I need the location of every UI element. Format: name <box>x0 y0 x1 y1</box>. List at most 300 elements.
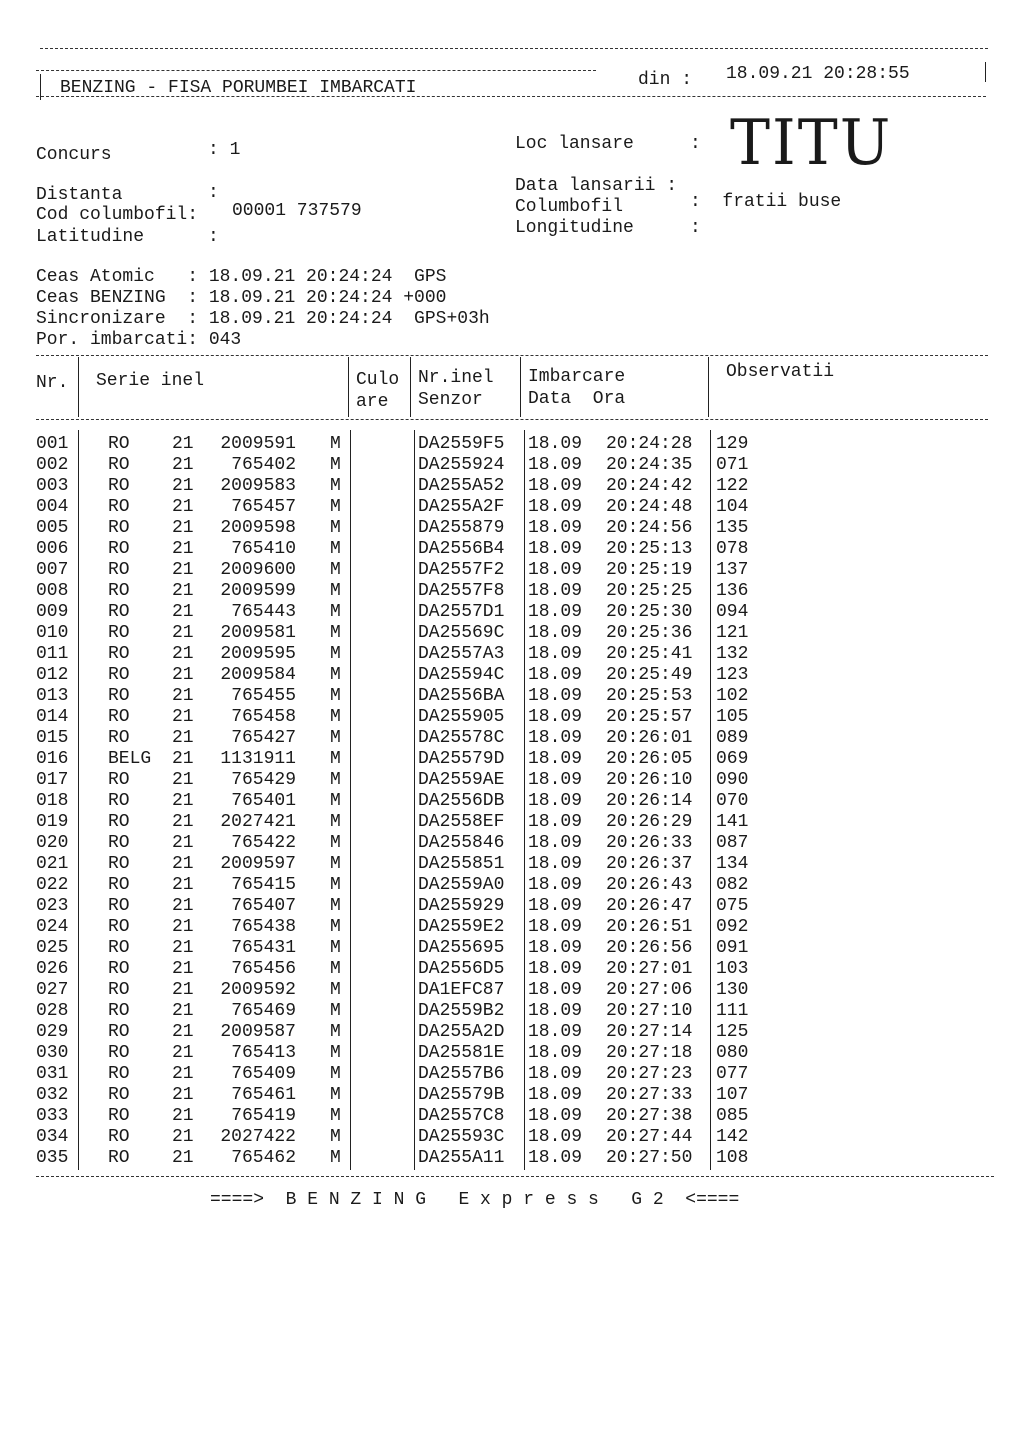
row-year: 21 <box>172 707 194 727</box>
longitudine-label: Longitudine <box>515 218 634 238</box>
row-time: 20:26:37 <box>606 854 693 874</box>
row-time: 20:27:01 <box>606 959 693 979</box>
row-sex: M <box>330 1085 341 1105</box>
row-country: RO <box>108 791 130 811</box>
row-country: RO <box>108 959 130 979</box>
columbofil-label: Columbofil <box>515 197 624 217</box>
row-sensor: DA2557F8 <box>418 581 505 601</box>
row-time: 20:25:30 <box>606 602 693 622</box>
row-sex: M <box>330 896 341 916</box>
row-ring: 765413 <box>231 1043 296 1063</box>
row-sensor: DA2556D5 <box>418 959 505 979</box>
row-time: 20:26:01 <box>606 728 693 748</box>
row-ring: 1131911 <box>220 749 296 769</box>
row-obs: 135 <box>716 518 749 538</box>
ceas-atomic-line: Ceas Atomic : 18.09.21 20:24:24 GPS <box>36 267 447 287</box>
sep-after-nr <box>78 357 79 417</box>
table-row <box>0 980 1024 1001</box>
row-time: 20:25:41 <box>606 644 693 664</box>
row-year: 21 <box>172 812 194 832</box>
row-obs: 070 <box>716 791 749 811</box>
latitudine-label: Latitudine <box>36 227 145 247</box>
row-obs: 125 <box>716 1022 749 1042</box>
footer-brand: ====> B E N Z I N G E x p r e s s G 2 <==== <box>210 1190 740 1210</box>
row-time: 20:27:33 <box>606 1085 693 1105</box>
row-date: 18.09 <box>528 959 583 979</box>
row-sex: M <box>330 749 341 769</box>
table-row <box>0 854 1024 875</box>
row-date: 18.09 <box>528 791 583 811</box>
table-row <box>0 812 1024 833</box>
table-row <box>0 728 1024 749</box>
row-year: 21 <box>172 938 194 958</box>
row-country: RO <box>108 581 130 601</box>
row-sensor: DA25578C <box>418 728 505 748</box>
row-country: RO <box>108 1001 130 1021</box>
row-sex: M <box>330 1022 341 1042</box>
row-country: RO <box>108 728 130 748</box>
row-sensor: DA255924 <box>418 455 505 475</box>
row-nr: 030 <box>36 1043 69 1063</box>
data-lansarii-label: Data lansarii : <box>515 176 678 196</box>
row-country: RO <box>108 812 130 832</box>
row-ring: 765458 <box>231 707 296 727</box>
table-row <box>0 623 1024 644</box>
row-ring: 765462 <box>231 1148 296 1168</box>
row-date: 18.09 <box>528 1064 583 1084</box>
row-date: 18.09 <box>528 560 583 580</box>
row-country: RO <box>108 1064 130 1084</box>
row-ring: 765401 <box>231 791 296 811</box>
row-date: 18.09 <box>528 602 583 622</box>
row-obs: 082 <box>716 875 749 895</box>
row-country: BELG <box>108 749 152 769</box>
row-nr: 009 <box>36 602 69 622</box>
row-country: RO <box>108 896 130 916</box>
row-time: 20:25:13 <box>606 539 693 559</box>
row-sensor: DA255A2F <box>418 497 505 517</box>
row-sex: M <box>330 581 341 601</box>
row-ring: 2027422 <box>220 1127 296 1147</box>
row-year: 21 <box>172 1064 194 1084</box>
row-year: 21 <box>172 602 194 622</box>
row-sex: M <box>330 539 341 559</box>
row-nr: 015 <box>36 728 69 748</box>
row-date: 18.09 <box>528 686 583 706</box>
row-sensor: DA25569C <box>418 623 505 643</box>
row-nr: 025 <box>36 938 69 958</box>
row-date: 18.09 <box>528 434 583 454</box>
row-country: RO <box>108 497 130 517</box>
row-sensor: DA2556DB <box>418 791 505 811</box>
row-sex: M <box>330 1106 341 1126</box>
row-sensor: DA25594C <box>418 665 505 685</box>
row-sex: M <box>330 602 341 622</box>
row-year: 21 <box>172 560 194 580</box>
document-title: BENZING - FISA PORUMBEI IMBARCATI <box>60 78 417 98</box>
row-ring: 2027421 <box>220 812 296 832</box>
row-date: 18.09 <box>528 770 583 790</box>
row-time: 20:26:10 <box>606 770 693 790</box>
row-sensor: DA2559A0 <box>418 875 505 895</box>
row-ring: 2009587 <box>220 1022 296 1042</box>
row-date: 18.09 <box>528 707 583 727</box>
table-bottom-rule <box>36 1176 994 1177</box>
row-obs: 090 <box>716 770 749 790</box>
row-obs: 071 <box>716 455 749 475</box>
table-row <box>0 959 1024 980</box>
row-time: 20:26:14 <box>606 791 693 811</box>
row-year: 21 <box>172 1043 194 1063</box>
row-country: RO <box>108 833 130 853</box>
row-sensor: DA255A11 <box>418 1148 505 1168</box>
row-ring: 765415 <box>231 875 296 895</box>
row-date: 18.09 <box>528 1001 583 1021</box>
table-row <box>0 1085 1024 1106</box>
row-sex: M <box>330 854 341 874</box>
row-time: 20:27:18 <box>606 1043 693 1063</box>
col-senzor-header: Senzor <box>418 390 483 410</box>
row-year: 21 <box>172 1022 194 1042</box>
row-nr: 021 <box>36 854 69 874</box>
row-date: 18.09 <box>528 665 583 685</box>
header-rule-mid <box>36 70 596 71</box>
row-nr: 029 <box>36 1022 69 1042</box>
row-time: 20:25:36 <box>606 623 693 643</box>
col-are-header: are <box>356 392 389 412</box>
row-nr: 011 <box>36 644 69 664</box>
row-year: 21 <box>172 875 194 895</box>
row-sensor: DA2557A3 <box>418 644 505 664</box>
row-sex: M <box>330 1001 341 1021</box>
col-nr-header: Nr. <box>36 373 69 393</box>
row-year: 21 <box>172 581 194 601</box>
row-country: RO <box>108 854 130 874</box>
row-year: 21 <box>172 623 194 643</box>
row-nr: 035 <box>36 1148 69 1168</box>
row-sensor: DA1EFC87 <box>418 980 505 1000</box>
row-sensor: DA2558EF <box>418 812 505 832</box>
row-obs: 080 <box>716 1043 749 1063</box>
row-nr: 031 <box>36 1064 69 1084</box>
row-nr: 019 <box>36 812 69 832</box>
row-country: RO <box>108 770 130 790</box>
table-row <box>0 1001 1024 1022</box>
row-ring: 765431 <box>231 938 296 958</box>
row-ring: 765419 <box>231 1106 296 1126</box>
header-rule-top <box>40 48 988 49</box>
row-country: RO <box>108 980 130 1000</box>
row-country: RO <box>108 455 130 475</box>
row-year: 21 <box>172 770 194 790</box>
row-ring: 2009584 <box>220 665 296 685</box>
row-sex: M <box>330 1148 341 1168</box>
row-year: 21 <box>172 1085 194 1105</box>
row-country: RO <box>108 1127 130 1147</box>
row-time: 20:27:50 <box>606 1148 693 1168</box>
printed-at-value: 18.09.21 20:28:55 <box>726 64 910 84</box>
table-row <box>0 1148 1024 1169</box>
row-time: 20:25:25 <box>606 581 693 601</box>
row-sex: M <box>330 476 341 496</box>
row-country: RO <box>108 686 130 706</box>
loc-lansare-colon: : <box>690 134 701 154</box>
row-obs: 069 <box>716 749 749 769</box>
row-country: RO <box>108 707 130 727</box>
row-year: 21 <box>172 854 194 874</box>
row-country: RO <box>108 623 130 643</box>
row-sensor: DA2557B6 <box>418 1064 505 1084</box>
row-sex: M <box>330 917 341 937</box>
row-country: RO <box>108 518 130 538</box>
row-obs: 111 <box>716 1001 749 1021</box>
row-year: 21 <box>172 980 194 1000</box>
row-year: 21 <box>172 728 194 748</box>
row-year: 21 <box>172 518 194 538</box>
row-sensor: DA255846 <box>418 833 505 853</box>
row-sensor: DA255851 <box>418 854 505 874</box>
row-country: RO <box>108 938 130 958</box>
table-row <box>0 707 1024 728</box>
table-row <box>0 644 1024 665</box>
row-time: 20:25:19 <box>606 560 693 580</box>
header-left-bar <box>40 74 41 100</box>
row-ring: 2009600 <box>220 560 296 580</box>
row-nr: 010 <box>36 623 69 643</box>
row-nr: 022 <box>36 875 69 895</box>
cod-columbofil-value: 00001 737579 <box>232 201 362 221</box>
row-sex: M <box>330 644 341 664</box>
row-sex: M <box>330 707 341 727</box>
row-date: 18.09 <box>528 1148 583 1168</box>
col-nrinel-header: Nr.inel <box>418 368 494 388</box>
row-sensor: DA25593C <box>418 1127 505 1147</box>
row-nr: 008 <box>36 581 69 601</box>
row-time: 20:24:35 <box>606 455 693 475</box>
row-obs: 129 <box>716 434 749 454</box>
row-country: RO <box>108 434 130 454</box>
row-sensor: DA2559E2 <box>418 917 505 937</box>
row-ring: 765457 <box>231 497 296 517</box>
row-sensor: DA2559AE <box>418 770 505 790</box>
row-sex: M <box>330 1127 341 1147</box>
row-nr: 003 <box>36 476 69 496</box>
row-obs: 103 <box>716 959 749 979</box>
table-row <box>0 518 1024 539</box>
row-sex: M <box>330 434 341 454</box>
row-ring: 765409 <box>231 1064 296 1084</box>
row-nr: 026 <box>36 959 69 979</box>
row-sex: M <box>330 980 341 1000</box>
row-nr: 024 <box>36 917 69 937</box>
row-year: 21 <box>172 539 194 559</box>
longitudine-value: : <box>690 218 701 238</box>
table-row <box>0 938 1024 959</box>
row-sensor: DA2556BA <box>418 686 505 706</box>
row-sex: M <box>330 455 341 475</box>
row-ring: 765407 <box>231 896 296 916</box>
row-obs: 137 <box>716 560 749 580</box>
row-obs: 105 <box>716 707 749 727</box>
table-row <box>0 1106 1024 1127</box>
row-sensor: DA2557C8 <box>418 1106 505 1126</box>
row-country: RO <box>108 602 130 622</box>
row-date: 18.09 <box>528 1127 583 1147</box>
row-year: 21 <box>172 1127 194 1147</box>
loc-lansare-label: Loc lansare <box>515 134 634 154</box>
row-time: 20:25:53 <box>606 686 693 706</box>
row-time: 20:26:51 <box>606 917 693 937</box>
row-date: 18.09 <box>528 749 583 769</box>
row-date: 18.09 <box>528 728 583 748</box>
row-country: RO <box>108 560 130 580</box>
row-ring: 2009581 <box>220 623 296 643</box>
row-date: 18.09 <box>528 581 583 601</box>
table-row <box>0 686 1024 707</box>
row-time: 20:27:23 <box>606 1064 693 1084</box>
row-nr: 006 <box>36 539 69 559</box>
row-sensor: DA25579D <box>418 749 505 769</box>
row-ring: 2009592 <box>220 980 296 1000</box>
row-sensor: DA255695 <box>418 938 505 958</box>
table-row <box>0 539 1024 560</box>
row-country: RO <box>108 917 130 937</box>
row-nr: 002 <box>36 455 69 475</box>
row-sex: M <box>330 938 341 958</box>
row-sex: M <box>330 875 341 895</box>
row-country: RO <box>108 875 130 895</box>
row-obs: 122 <box>716 476 749 496</box>
table-row <box>0 896 1024 917</box>
header-right-bar <box>985 62 986 82</box>
col-data-ora-header: Data Ora <box>528 389 626 409</box>
row-sex: M <box>330 728 341 748</box>
row-time: 20:24:28 <box>606 434 693 454</box>
row-sensor: DA25579B <box>418 1085 505 1105</box>
row-time: 20:26:47 <box>606 896 693 916</box>
col-imbarcare-header: Imbarcare <box>528 367 626 387</box>
row-country: RO <box>108 1085 130 1105</box>
row-obs: 091 <box>716 938 749 958</box>
row-nr: 018 <box>36 791 69 811</box>
table-row <box>0 560 1024 581</box>
row-obs: 075 <box>716 896 749 916</box>
row-date: 18.09 <box>528 854 583 874</box>
row-country: RO <box>108 539 130 559</box>
row-nr: 033 <box>36 1106 69 1126</box>
row-year: 21 <box>172 833 194 853</box>
loc-lansare-handwritten: TITU <box>730 106 893 180</box>
row-obs: 104 <box>716 497 749 517</box>
row-nr: 028 <box>36 1001 69 1021</box>
row-year: 21 <box>172 686 194 706</box>
row-date: 18.09 <box>528 476 583 496</box>
row-nr: 017 <box>36 770 69 790</box>
row-sex: M <box>330 812 341 832</box>
row-obs: 102 <box>716 686 749 706</box>
row-sex: M <box>330 791 341 811</box>
row-year: 21 <box>172 455 194 475</box>
row-ring: 2009597 <box>220 854 296 874</box>
imbarcati-count: Por. imbarcati: 043 <box>36 330 242 350</box>
sincronizare-line: Sincronizare : 18.09.21 20:24:24 GPS+03h <box>36 309 490 329</box>
row-time: 20:26:29 <box>606 812 693 832</box>
row-ring: 765469 <box>231 1001 296 1021</box>
row-sensor: DA255929 <box>418 896 505 916</box>
row-country: RO <box>108 1148 130 1168</box>
row-obs: 132 <box>716 644 749 664</box>
row-obs: 087 <box>716 833 749 853</box>
row-year: 21 <box>172 917 194 937</box>
col-culo-header: Culo <box>356 370 400 390</box>
row-sensor: DA2559B2 <box>418 1001 505 1021</box>
row-year: 21 <box>172 434 194 454</box>
row-nr: 012 <box>36 665 69 685</box>
distanta-label: Distanta <box>36 185 123 205</box>
row-time: 20:26:33 <box>606 833 693 853</box>
row-year: 21 <box>172 644 194 664</box>
col-observatii-header: Observatii <box>726 362 835 382</box>
row-sensor: DA255905 <box>418 707 505 727</box>
row-sex: M <box>330 1043 341 1063</box>
row-country: RO <box>108 665 130 685</box>
row-obs: 085 <box>716 1106 749 1126</box>
table-row <box>0 455 1024 476</box>
row-nr: 016 <box>36 749 69 769</box>
row-year: 21 <box>172 1148 194 1168</box>
row-sensor: DA255A52 <box>418 476 505 496</box>
row-date: 18.09 <box>528 1106 583 1126</box>
row-nr: 001 <box>36 434 69 454</box>
table-row <box>0 917 1024 938</box>
row-time: 20:27:06 <box>606 980 693 1000</box>
row-country: RO <box>108 476 130 496</box>
table-row <box>0 791 1024 812</box>
table-row <box>0 770 1024 791</box>
table-row <box>0 602 1024 623</box>
printed-at-label: din : <box>638 70 693 90</box>
table-row <box>0 875 1024 896</box>
row-time: 20:24:48 <box>606 497 693 517</box>
row-ring: 2009583 <box>220 476 296 496</box>
distanta-value: : <box>208 183 219 203</box>
row-date: 18.09 <box>528 938 583 958</box>
table-row <box>0 833 1024 854</box>
row-obs: 136 <box>716 581 749 601</box>
row-obs: 130 <box>716 980 749 1000</box>
row-year: 21 <box>172 749 194 769</box>
row-year: 21 <box>172 959 194 979</box>
table-header-rule-bottom <box>36 419 988 420</box>
row-nr: 032 <box>36 1085 69 1105</box>
row-sex: M <box>330 770 341 790</box>
row-ring: 765402 <box>231 455 296 475</box>
row-date: 18.09 <box>528 980 583 1000</box>
row-date: 18.09 <box>528 539 583 559</box>
row-sensor: DA2557F2 <box>418 560 505 580</box>
row-date: 18.09 <box>528 812 583 832</box>
row-nr: 034 <box>36 1127 69 1147</box>
row-sex: M <box>330 833 341 853</box>
row-sex: M <box>330 1064 341 1084</box>
row-obs: 121 <box>716 623 749 643</box>
row-sex: M <box>330 959 341 979</box>
sep-after-imbarcare-head <box>708 357 709 417</box>
row-date: 18.09 <box>528 623 583 643</box>
row-sex: M <box>330 560 341 580</box>
row-sensor: DA2556B4 <box>418 539 505 559</box>
row-ring: 2009598 <box>220 518 296 538</box>
